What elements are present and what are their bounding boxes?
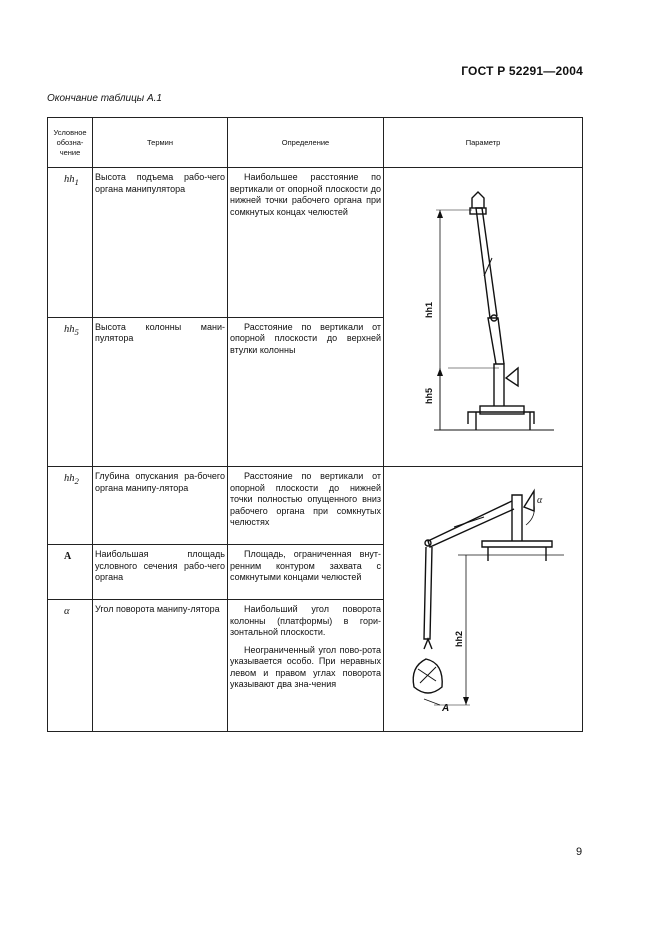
symbol-base: A — [64, 551, 72, 563]
symbol-subscript: 2 — [74, 476, 79, 487]
definition-text: Неограниченный угол пово-рота указывается особо. При неравных левом и правом углах поворота указывают два зна-чения — [230, 644, 381, 690]
crane-column — [512, 495, 522, 541]
table-row — [48, 168, 583, 318]
definition-text: Расстояние по вертикали от опорной плоскости до верхней втулки колонны — [230, 321, 381, 355]
arrow-head — [437, 368, 443, 376]
definition-cell — [228, 317, 384, 467]
symbol-cell — [48, 545, 93, 600]
symbol-cell — [48, 168, 93, 318]
outrigger-base — [468, 412, 534, 430]
definition-text: Наибольший угол поворота колонны (платформы) в гори-зонтальной плоскости. — [230, 604, 381, 638]
crane-seat — [524, 491, 534, 511]
rotator — [424, 639, 432, 649]
symbol-cell — [48, 317, 93, 467]
definition-text: Расстояние по вертикали от опорной плоскости до нижней точки полностью опущенного вниз рабочего органа при сомкнутых челюстях — [230, 471, 381, 527]
column-header-parameter: Параметр — [384, 118, 583, 168]
column-header-term: Термин — [93, 118, 228, 168]
term-cell: Угол поворота манипу-лятора — [93, 600, 228, 732]
crane-jib — [424, 547, 432, 639]
crane-column — [494, 364, 504, 406]
column-header-definition: Определение — [228, 118, 384, 168]
symbol-cell — [48, 600, 93, 732]
dimension-label-hh5: hh5 — [424, 387, 434, 404]
definition-cell — [228, 600, 384, 732]
grapple-jaws — [470, 208, 486, 214]
grapple — [472, 192, 484, 208]
definition-text: Наибольшее расстояние по вертикали от опорной плоскости до нижней точки рабочего органа при сомкнутых концах челюстей — [230, 172, 381, 217]
symbol-base: α — [64, 606, 70, 618]
definition-cell — [228, 467, 384, 545]
table-row — [48, 467, 583, 545]
crane-seat — [506, 368, 518, 386]
crane-depth-figure — [384, 467, 583, 731]
column-header-symbol: Условное обозна-чение — [48, 118, 93, 168]
dimension-label-alpha: α — [537, 495, 543, 506]
definition-cell — [228, 168, 384, 318]
term-cell: Высота колонны мани-пулятора — [93, 317, 228, 467]
arrow-head — [437, 210, 443, 218]
symbol-cell — [48, 467, 93, 545]
document-code: ГОСТ Р 52291—2004 — [461, 64, 583, 78]
crane-height-figure — [384, 168, 583, 466]
crane-platform — [480, 406, 524, 414]
arrow-head — [463, 697, 469, 705]
main-boom — [428, 501, 514, 547]
grapple-jaws — [418, 667, 436, 683]
parameter-figure-cell — [384, 168, 583, 467]
definition-text: Площадь, ограниченная внут-ренним контуром захвата с сомкнутыми концами челюстей — [230, 549, 381, 583]
table-header-row — [48, 118, 583, 168]
symbol-subscript: 1 — [74, 177, 79, 188]
hydraulic-cylinder — [454, 517, 484, 527]
dimension-label-hh1: hh1 — [424, 301, 434, 318]
dimension-label-area: A — [442, 703, 450, 714]
crane-jib — [476, 208, 497, 318]
symbol-base: hh — [64, 323, 75, 335]
symbol-base: hh — [64, 174, 75, 185]
area-leader-line — [424, 699, 440, 705]
term-cell: Наибольшая площадь условного сечения рабо-чего органа — [93, 545, 228, 600]
parameter-figure-cell — [384, 467, 583, 732]
term-cell: Глубина опускания ра-бочего органа манипу-лятора — [93, 467, 228, 545]
main-boom — [488, 318, 504, 364]
page-number: 9 — [576, 846, 583, 858]
term-cell: Высота подъема рабо-чего органа манипулятора — [93, 168, 228, 318]
symbol-subscript: 5 — [74, 326, 79, 337]
table-caption: Окончание таблицы А.1 — [47, 93, 162, 104]
outrigger-base — [482, 541, 552, 561]
symbol-base: hh — [64, 473, 75, 484]
definition-cell — [228, 545, 384, 600]
dimension-label-hh2: hh2 — [454, 630, 464, 647]
definitions-table — [47, 117, 583, 732]
